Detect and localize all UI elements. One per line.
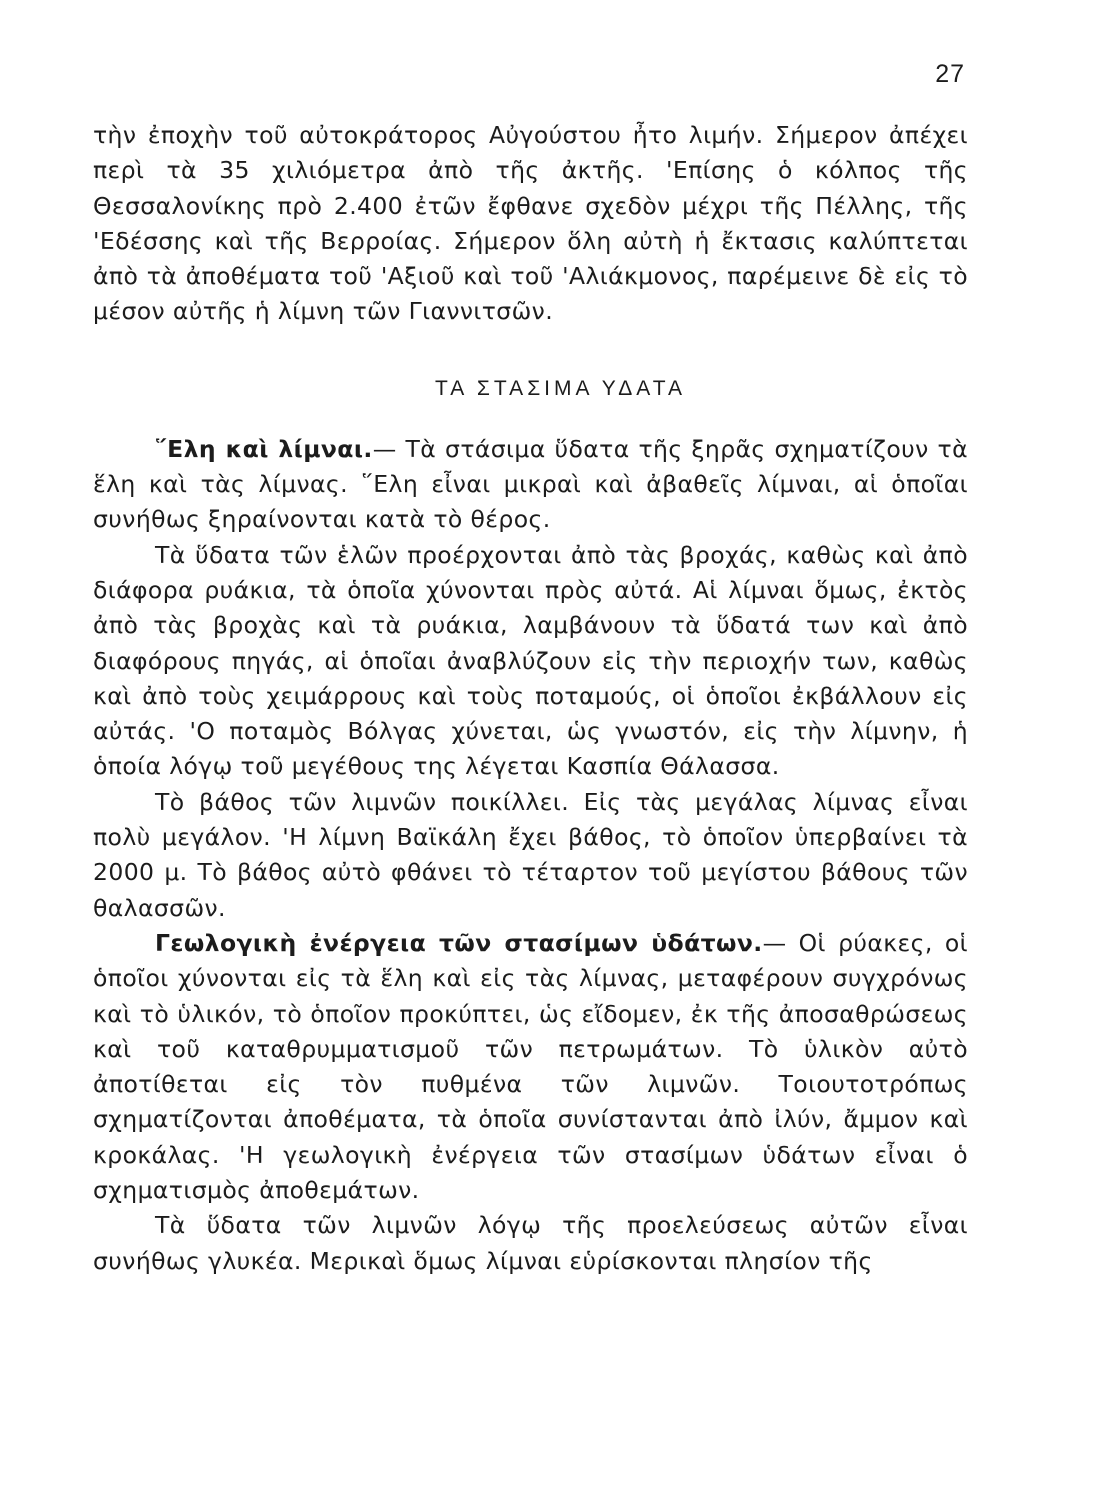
paragraph-lake-waters bbox=[93, 538, 968, 785]
intro-paragraph: τὴν ἐποχὴν τοῦ αὐτοκράτορος Αὐγούστου ἦτο λιμήν. Σήμερον ἀπέχει περὶ τὰ 35 χιλιόμετρα ἀπὸ τῆς ἀκτῆς. 'Επίσης ὁ κόλπος τῆς Θεσσαλονίκης πρὸ 2.400 ἐτῶν ἔφθανε σχεδὸν μέχρι τῆς Πέλλης, τῆς 'Εδέσσης καὶ τῆς Βερροίας. Σήμερον ὅλη αὐτὴ ἡ ἔκτασις καλύπτεται ἀπὸ τὰ ἀποθέματα τοῦ 'Αξιοῦ καὶ τοῦ 'Αλιάκμονος, παρέμεινε δὲ εἰς τὸ μέσον αὐτῆς ἡ λίμνη τῶν Γιαννιτσῶν. bbox=[93, 121, 968, 326]
page-number: 27 bbox=[935, 60, 965, 88]
paragraph-marshes-and-lakes bbox=[93, 432, 968, 538]
paragraph-lake-freshwater bbox=[93, 1208, 968, 1279]
paragraph-text: Τὰ ὕδατα τῶν λιμνῶν λόγῳ τῆς προελεύσεως αὐτῶν εἶναι συνήθως γλυκέα. Μερικαὶ ὅμως λίμναι εὑρίσκονται πλησίον τῆς bbox=[93, 1211, 968, 1275]
run-in-heading-geological-action: Γεωλογικὴ ἐνέργεια τῶν στασίμων ὑδάτων. bbox=[155, 928, 763, 957]
paragraph-lake-depth bbox=[93, 785, 968, 926]
paragraph-text: Τὰ ὕδατα τῶν ἑλῶν προέρχονται ἀπὸ τὰς βροχάς, καθὼς καὶ ἀπὸ διάφορα ρυάκια, τὰ ὁποῖα χύνονται πρὸς αὐτά. Αἱ λίμναι ὅμως, ἐκτὸς ἀπὸ τὰς βροχὰς καὶ τὰ ρυάκια, λαμβάνουν τὰ ὕδατά των καὶ ἀπὸ διαφόρους πηγάς, αἱ ὁποῖαι ἀναβλύζουν εἰς τὴν περιοχήν των, καθὼς καὶ ἀπὸ τοὺς χειμάρρους καὶ τοὺς ποταμούς, οἱ ὁποῖοι ἐκβάλλουν εἰς αὐτάς. 'Ο ποταμὸς Βόλγας χύνεται, ὡς γνωστόν, εἰς τὴν λίμνην, ἡ ὁποία λόγῳ τοῦ μεγέθους της λέγεται Κασπία Θάλασσα. bbox=[93, 540, 968, 781]
paragraph-text: — Τὰ στάσιμα ὕδατα τῆς ξηρᾶς σχηματίζουν τὰ ἕλη καὶ τὰς λίμνας. ῞Ελη εἶναι μικραὶ καὶ ἀβαθεῖς λίμναι, αἱ ὁποῖαι συνήθως ξηραίνονται κατὰ τὸ θέρος. bbox=[93, 434, 968, 534]
paragraph-text: Τὸ βάθος τῶν λιμνῶν ποικίλλει. Εἰς τὰς μεγάλας λίμνας εἶναι πολὺ μεγάλον. 'Η λίμνη Βαϊκάλη ἔχει βάθος, τὸ ὁποῖον ὑπερβαίνει τὰ 2000 μ. Τὸ βάθος αὐτὸ φθάνει τὸ τέταρτον τοῦ μεγίστου βάθους τῶν θαλασσῶν. bbox=[93, 787, 968, 922]
paragraph-text: — Οἱ ρύακες, οἱ ὁποῖοι χύνονται εἰς τὰ ἕλη καὶ εἰς τὰς λίμνας, μεταφέρουν συγχρόνως καὶ τὸ ὑλικόν, τὸ ὁποῖον προκύπτει, ὡς εἴδομεν, ἐκ τῆς ἀποσαθρώσεως καὶ τοῦ καταθρυμματισμοῦ τῶν πετρωμάτων. Τὸ ὑλικὸν αὐτὸ ἀποτίθεται εἰς τὸν πυθμένα τῶν λιμνῶν. Τοιουτοτρόπως σχηματίζονται ἀποθέματα, τὰ ὁποῖα συνίστανται ἀπὸ ἰλύν, ἄμμον καὶ κροκάλας. 'Η γεωλογικὴ ἐνέργεια τῶν στασίμων ὑδάτων εἶναι ὁ σχηματισμὸς ἀποθεμάτων. bbox=[93, 928, 968, 1205]
section-heading: ΤΑ ΣΤΑΣΙΜΑ ΥΔΑΤΑ bbox=[434, 376, 687, 400]
run-in-heading-marshes-and-lakes: ῞Ελη καὶ λίμναι. bbox=[155, 434, 373, 463]
paragraph-geological-action bbox=[93, 926, 968, 1208]
page-body bbox=[93, 118, 968, 1279]
